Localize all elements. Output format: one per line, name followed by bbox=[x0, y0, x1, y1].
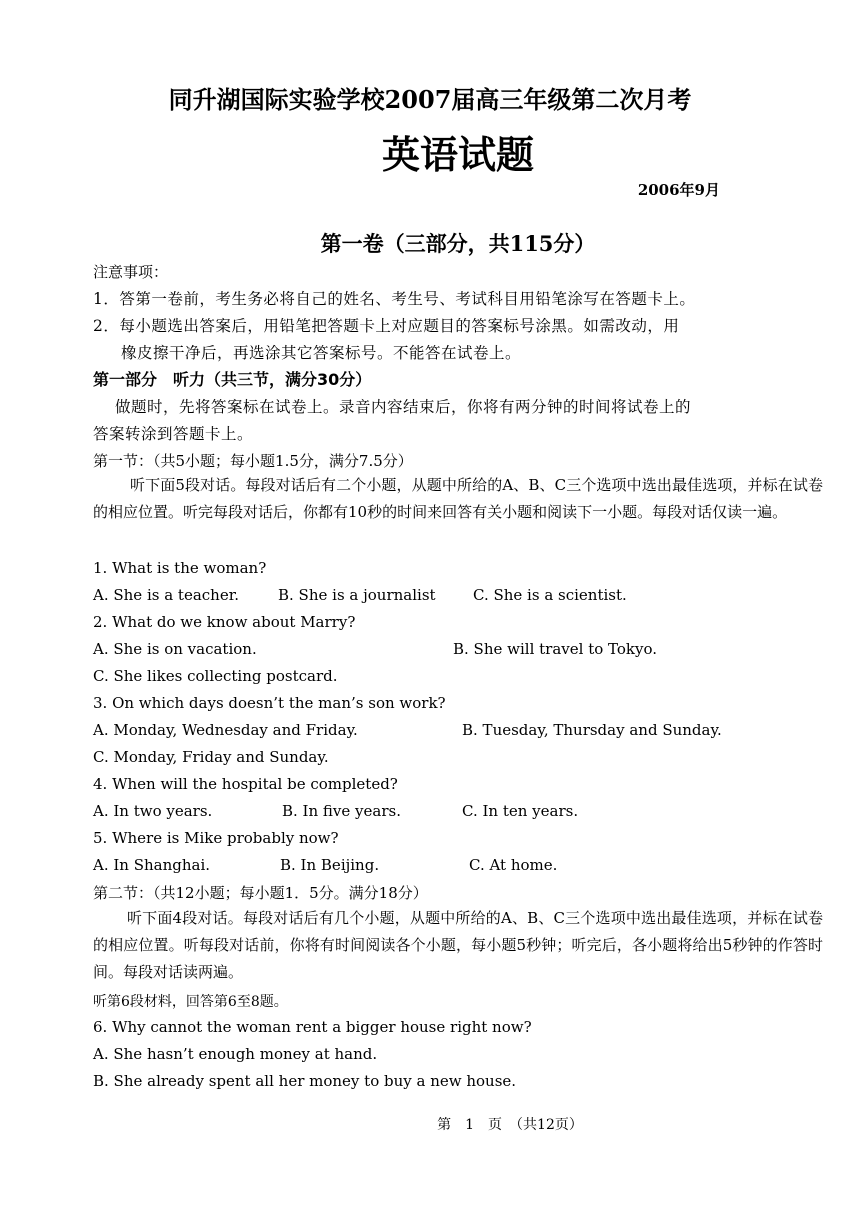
volume-title: 第一卷（三部分，共115分） bbox=[320, 231, 596, 256]
notice-item-2: 2．每小题选出答案后，用铅笔把答题卡上对应题目的答案标号涂黑。如需改动，用 bbox=[93, 317, 680, 335]
question-3-option-b: B. Tuesday, Thursday and Sunday. bbox=[462, 721, 722, 739]
question-5-option-b: B. In Beijing. bbox=[280, 856, 380, 874]
question-2-option-c: C. She likes collecting postcard. bbox=[93, 667, 338, 685]
notice-item-1: 1．答第一卷前，考生务必将自己的姓名、考生号、考试科目用铅笔涂写在答题卡上。 bbox=[93, 290, 696, 308]
page-footer: 第 1 页 （共12页） bbox=[437, 1117, 583, 1133]
part1-instruction-line2: 答案转涂到答题卡上。 bbox=[93, 425, 254, 443]
section2-title: 第二节：（共12小题；每小题1．5分。满分18分） bbox=[93, 884, 428, 902]
part1-instruction-line1: 做题时，先将答案标在试卷上。录音内容结束后，你将有两分钟的时间将试卷上的 bbox=[115, 398, 692, 416]
question-1-option-b: B. She is a journalist bbox=[278, 586, 436, 604]
question-3-option-c: C. Monday, Friday and Sunday. bbox=[93, 748, 329, 766]
notice-heading: 注意事项： bbox=[93, 263, 169, 281]
notice-item-2-cont: 橡皮擦干净后，再选涂其它答案标号。不能答在试卷上。 bbox=[121, 344, 522, 362]
question-4: 4. When will the hospital be completed? bbox=[93, 775, 398, 793]
section2-material-note: 听第6段材料，回答第6至8题。 bbox=[93, 994, 288, 1010]
section2-directions: 听下面4段对话。每段对话后有几个小题，从题中所给的A、B、C三个选项中选出最佳选项，并标在试卷的相应位置。听每段对话前，你将有时间阅读各个小题，每小题5秒钟；听完后，各小题将给出5秒钟的作答时间。每段对话读两遍。 bbox=[93, 909, 823, 981]
question-5-option-a: A. In Shanghai. bbox=[93, 856, 211, 874]
exam-date: 2006年9月 bbox=[637, 181, 720, 199]
subject-title: 英语试题 bbox=[381, 132, 534, 177]
question-4-option-c: C. In ten years. bbox=[462, 802, 579, 820]
question-6-option-b: B. She already spent all her money to buy a new house. bbox=[93, 1072, 517, 1090]
section1-title: 第一节：（共5小题；每小题1.5分，满分7.5分） bbox=[93, 452, 413, 470]
question-6: 6. Why cannot the woman rent a bigger house right now? bbox=[93, 1018, 532, 1036]
question-2: 2. What do we know about Marry? bbox=[93, 613, 356, 631]
question-3-option-a: A. Monday, Wednesday and Friday. bbox=[93, 721, 358, 739]
question-4-option-a: A. In two years. bbox=[93, 802, 213, 820]
question-1-option-a: A. She is a teacher. bbox=[93, 586, 240, 604]
section1-directions: 听下面5段对话。每段对话后有二个小题，从题中所给的A、B、C三个选项中选出最佳选项，并标在试卷的相应位置。听完每段对话后，你都有10秒的时间来回答有关小题和阅读下一小题。每段对话仅读一遍。 bbox=[93, 476, 823, 521]
question-5: 5. Where is Mike probably now? bbox=[93, 829, 339, 847]
question-2-option-b: B. She will travel to Tokyo. bbox=[453, 640, 657, 658]
school-title: 同升湖国际实验学校2007届高三年级第二次月考 bbox=[168, 85, 692, 114]
question-1-option-c: C. She is a scientist. bbox=[473, 586, 627, 604]
question-1: 1. What is the woman? bbox=[93, 559, 267, 577]
question-3: 3. On which days doesn’t the man’s son work? bbox=[93, 694, 446, 712]
part1-title: 第一部分 听力（共三节，满分30分） bbox=[93, 370, 372, 389]
question-6-option-a: A. She hasn’t enough money at hand. bbox=[93, 1045, 378, 1063]
question-4-option-b: B. In five years. bbox=[282, 802, 401, 820]
question-2-option-a: A. She is on vacation. bbox=[93, 640, 257, 658]
question-5-option-c: C. At home. bbox=[469, 856, 558, 874]
